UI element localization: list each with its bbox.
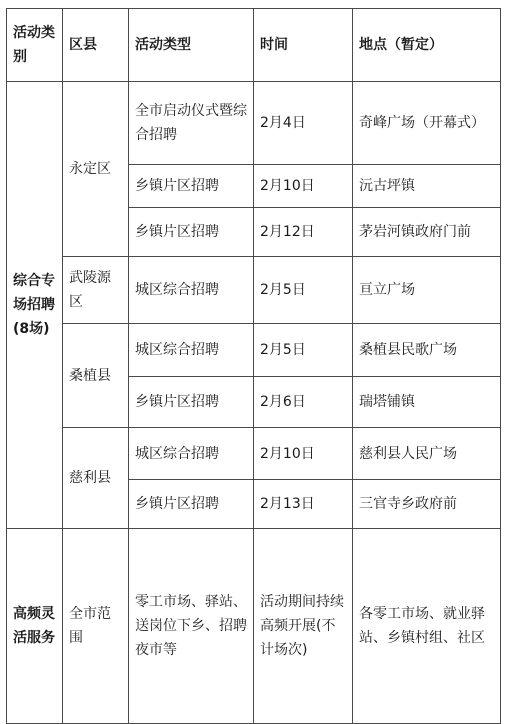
header-location: 地点（暂定） [353,9,501,82]
location-cell: 各零工市场、就业驿站、乡镇村组、社区 [353,529,501,724]
location-cell: 桑植县民歌广场 [353,324,501,377]
location-cell: 慈利县人民广场 [353,428,501,480]
activity-type-cell: 城区综合招聘 [129,324,254,377]
category-comprehensive-recruitment: 综合专场招聘(8场) [7,82,63,529]
table-row [7,529,501,724]
location-cell: 茅岩河镇政府门前 [353,208,501,257]
activity-schedule-table [6,8,501,724]
location-cell: 瑞塔铺镇 [353,377,501,428]
time-cell: 2月10日 [254,428,353,480]
time-cell: 2月5日 [254,324,353,377]
table-row [7,257,501,324]
activity-type-cell: 乡镇片区招聘 [129,208,254,257]
time-cell: 2月6日 [254,377,353,428]
time-cell: 2月10日 [254,165,353,208]
location-cell: 奇峰广场（开幕式） [353,82,501,165]
activity-type-cell: 全市启动仪式暨综合招聘 [129,82,254,165]
activity-type-cell: 乡镇片区招聘 [129,165,254,208]
activity-type-cell: 乡镇片区招聘 [129,480,254,529]
time-cell: 2月4日 [254,82,353,165]
time-cell: 活动期间持续高频开展(不计场次) [254,529,353,724]
district-wulingyuan: 武陵源区 [63,257,129,324]
district-yongding: 永定区 [63,82,129,257]
table-row [7,324,501,377]
time-cell: 2月12日 [254,208,353,257]
time-cell: 2月13日 [254,480,353,529]
activity-type-cell: 零工市场、驿站、送岗位下乡、招聘夜市等 [129,529,254,724]
table-row [7,82,501,165]
header-time: 时间 [254,9,353,82]
table-header-row [7,9,501,82]
location-cell: 沅古坪镇 [353,165,501,208]
activity-type-cell: 城区综合招聘 [129,428,254,480]
header-district: 区县 [63,9,129,82]
district-citywide: 全市范围 [63,529,129,724]
time-cell: 2月5日 [254,257,353,324]
district-cili: 慈利县 [63,428,129,529]
header-activity-type: 活动类型 [129,9,254,82]
district-sangzhi: 桑植县 [63,324,129,428]
activity-type-cell: 乡镇片区招聘 [129,377,254,428]
activity-type-cell: 城区综合招聘 [129,257,254,324]
location-cell: 三官寺乡政府前 [353,480,501,529]
category-flexible-service: 高频灵活服务 [7,529,63,724]
header-category: 活动类别 [7,9,63,82]
table-row [7,428,501,480]
location-cell: 亘立广场 [353,257,501,324]
